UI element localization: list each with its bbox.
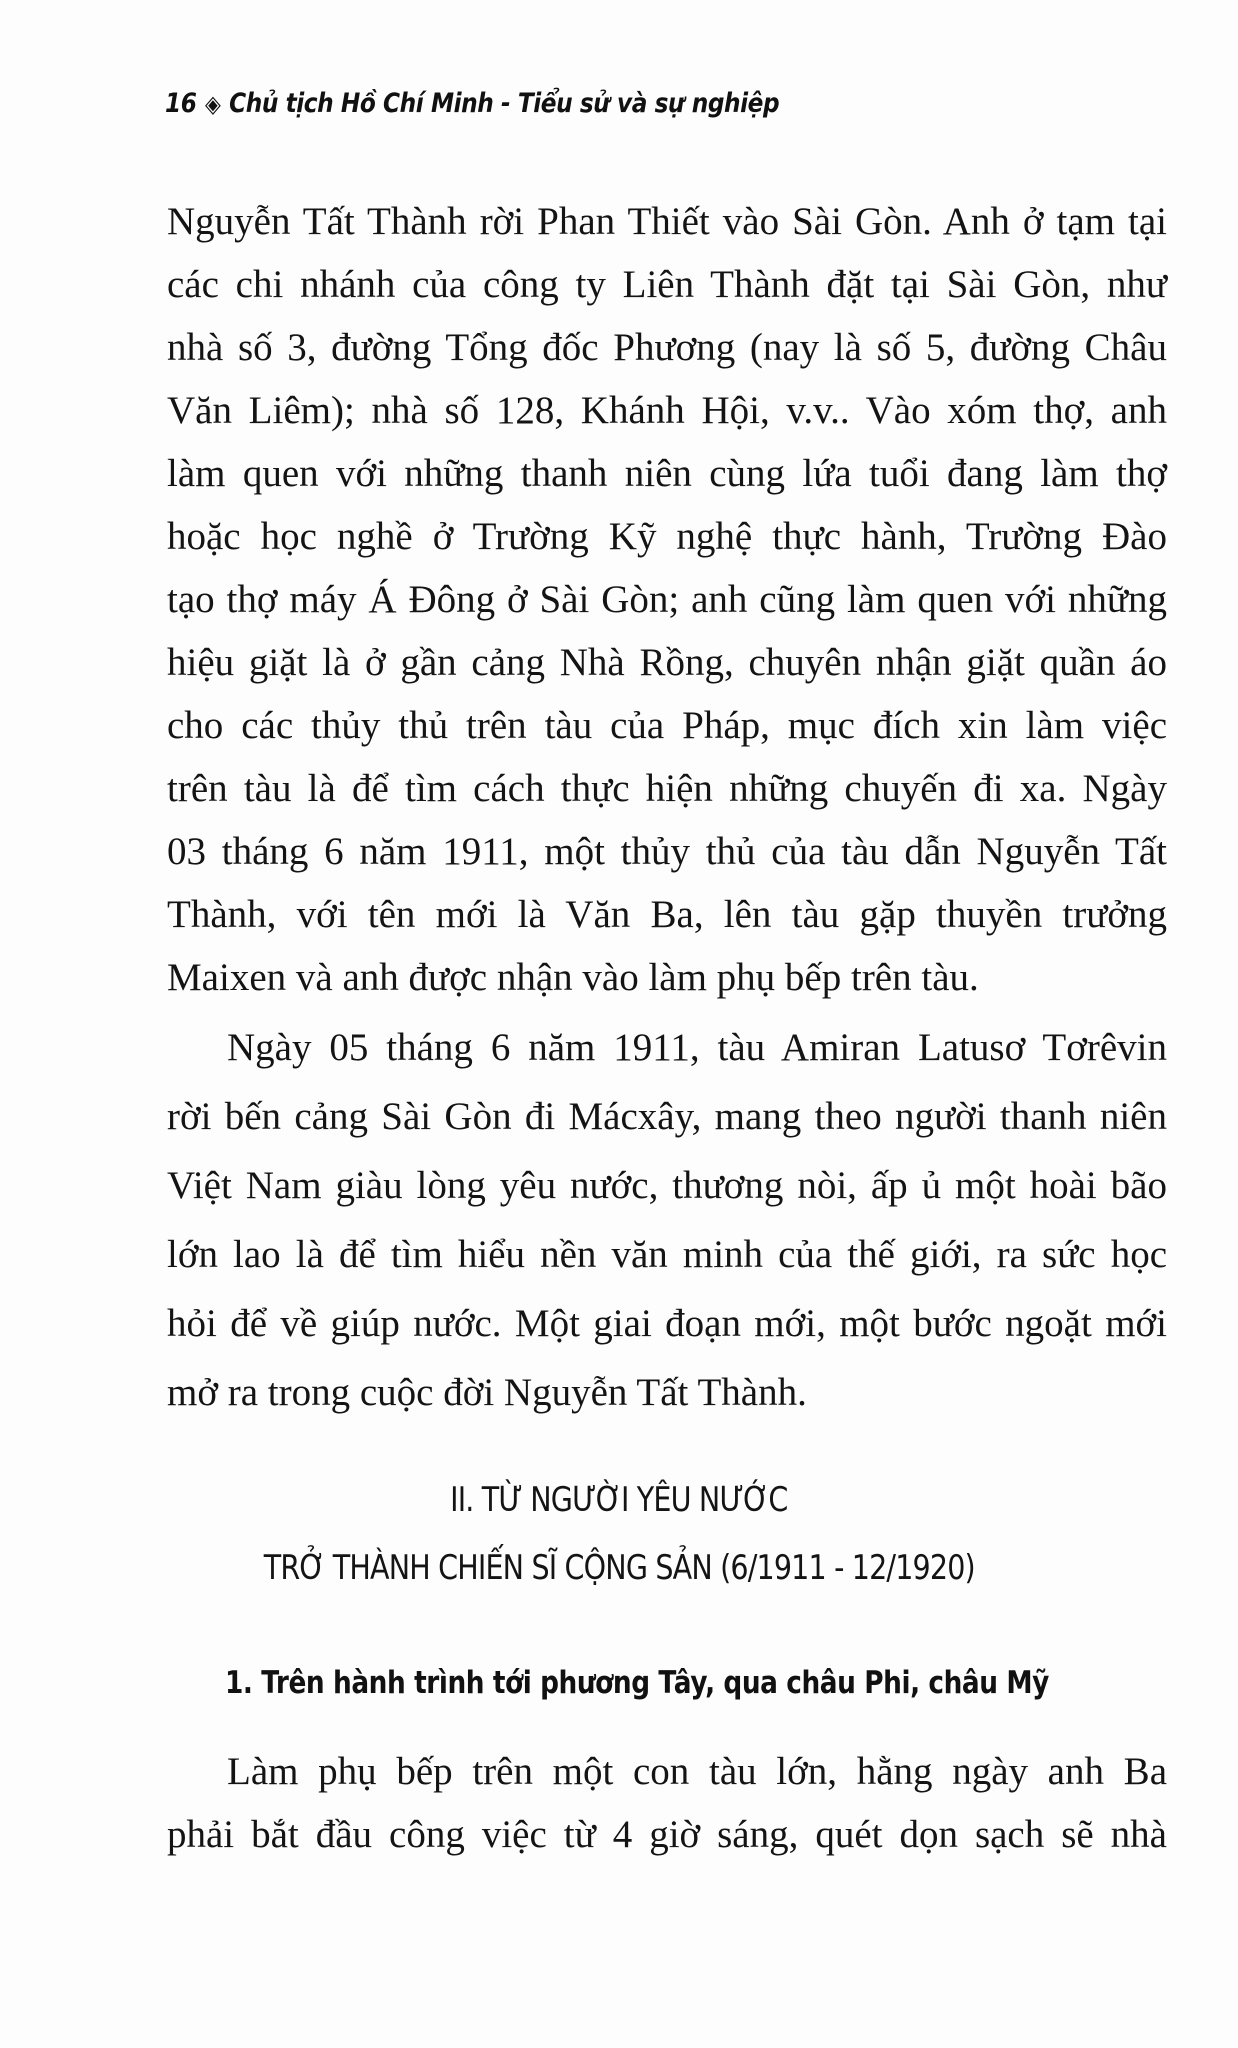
body-line: Văn Liêm); nhà số 128, Khánh Hội, v.v.. Vào xóm thợ, anh xyxy=(167,389,1167,432)
body-line: rời bến cảng Sài Gòn đi Mácxây, mang theo người thanh niên xyxy=(167,1095,1167,1138)
section-heading-text: TRỞ THÀNH CHIẾN SĨ CỘNG SẢN (6/1911 - 12/1920) xyxy=(263,1548,975,1588)
body-line: Việt Nam giàu lòng yêu nước, thương nòi, ấp ủ một hoài bão xyxy=(167,1164,1167,1207)
section-heading-line-2 xyxy=(0,1546,1238,1590)
body-line: trên tàu là để tìm cách thực hiện những chuyến đi xa. Ngày xyxy=(167,767,1167,810)
body-line: cho các thủy thủ trên tàu của Pháp, mục đích xin làm việc xyxy=(167,704,1167,747)
page-number: 16 xyxy=(165,88,197,119)
body-line: Nguyễn Tất Thành rời Phan Thiết vào Sài Gòn. Anh ở tạm tại xyxy=(167,200,1167,243)
body-line: làm quen với những thanh niên cùng lứa tuổi đang làm thợ xyxy=(167,452,1167,495)
body-line: phải bắt đầu công việc từ 4 giờ sáng, quét dọn sạch sẽ nhà xyxy=(167,1813,1167,1856)
body-line: nhà số 3, đường Tổng đốc Phương (nay là số 5, đường Châu xyxy=(167,326,1167,369)
section-heading-text: II. TỪ NGƯỜI YÊU NƯỚC xyxy=(450,1480,788,1520)
body-line: hoặc học nghề ở Trường Kỹ nghệ thực hành, Trường Đào xyxy=(167,515,1167,558)
body-line: Maixen và anh được nhận vào làm phụ bếp trên tàu. xyxy=(167,956,979,999)
body-line: các chi nhánh của công ty Liên Thành đặt tại Sài Gòn, như xyxy=(167,263,1167,306)
body-line: Thành, với tên mới là Văn Ba, lên tàu gặp thuyền trưởng xyxy=(167,893,1167,936)
body-line: Làm phụ bếp trên một con tàu lớn, hằng ngày anh Ba xyxy=(227,1750,1167,1793)
body-line: 03 tháng 6 năm 1911, một thủy thủ của tàu dẫn Nguyễn Tất xyxy=(167,830,1167,873)
diamond-ornament-icon: ◈ xyxy=(205,90,221,118)
subsection-heading-text: 1. Trên hành trình tới phương Tây, qua châu Phi, châu Mỹ xyxy=(225,1665,1049,1701)
section-heading-line-1 xyxy=(0,1478,1238,1522)
body-line: hỏi để về giúp nước. Một giai đoạn mới, một bước ngoặt mới xyxy=(167,1302,1167,1345)
subsection-heading xyxy=(225,1661,1170,1705)
running-header xyxy=(165,88,779,119)
body-line: mở ra trong cuộc đời Nguyễn Tất Thành. xyxy=(167,1371,807,1414)
body-line: hiệu giặt là ở gần cảng Nhà Rồng, chuyên nhận giặt quần áo xyxy=(167,641,1167,684)
book-title: Chủ tịch Hồ Chí Minh - Tiểu sử và sự nghiệp xyxy=(229,88,780,119)
body-line: lớn lao là để tìm hiểu nền văn minh của thế giới, ra sức học xyxy=(167,1233,1167,1276)
body-line: Ngày 05 tháng 6 năm 1911, tàu Amiran Latusơ Tơrêvin xyxy=(227,1026,1167,1069)
body-line: tạo thợ máy Á Đông ở Sài Gòn; anh cũng làm quen với những xyxy=(167,578,1167,621)
